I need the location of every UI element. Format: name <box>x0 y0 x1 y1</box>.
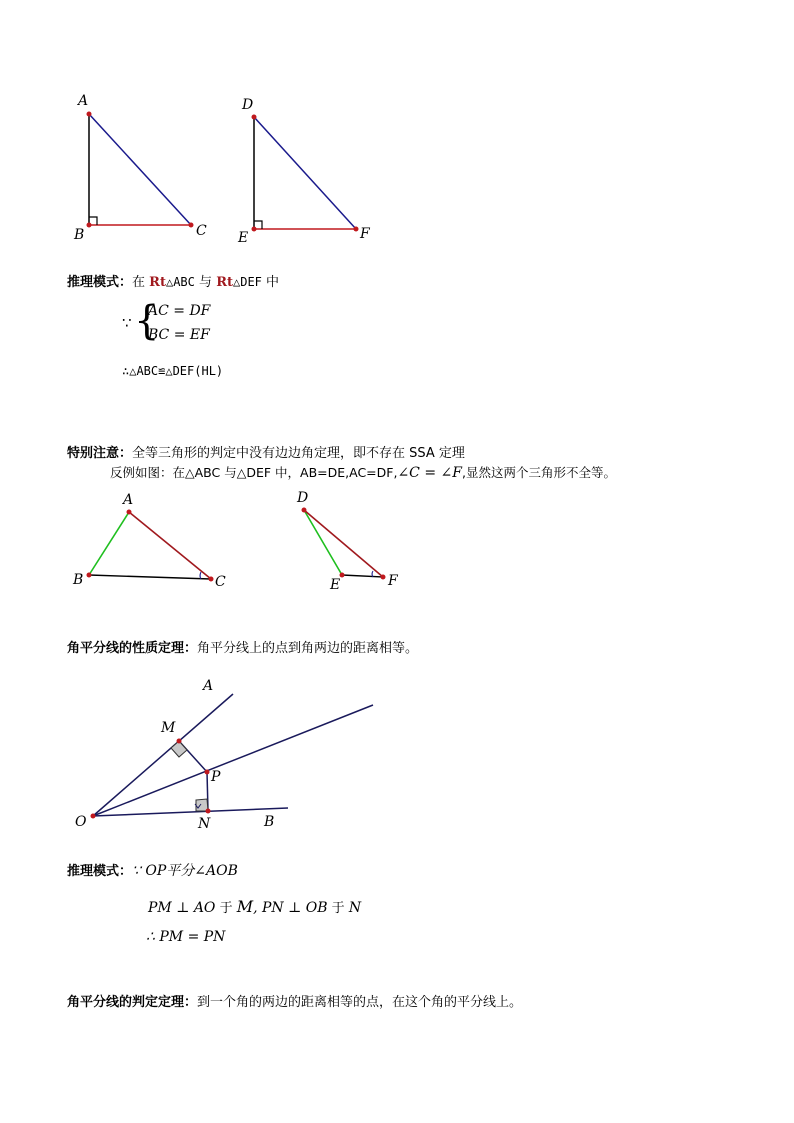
counterexample-line <box>110 463 616 481</box>
counterexample-angle: ∠C = ∠F <box>397 465 462 481</box>
figure-right-triangles <box>60 90 400 250</box>
hl-conclusion: ∴△ABC≌△DEF(HL) <box>122 364 224 378</box>
point-b <box>87 223 92 228</box>
point-c <box>189 223 194 228</box>
segment-ef-2 <box>342 575 383 577</box>
label-d: D <box>242 97 254 113</box>
hl-in: 在 <box>132 275 146 290</box>
note-text: 全等三角形的判定中没有边边角定理，即不存在 SSA 定理 <box>132 446 465 461</box>
point-b-2 <box>87 573 92 578</box>
label-c: C <box>196 223 207 239</box>
hl-tri1: △ABC <box>165 275 195 289</box>
hl-and: 与 <box>199 275 213 290</box>
figure-angle-bisector <box>65 670 385 840</box>
segment-ac-2 <box>129 512 211 579</box>
hl-equation-2: BC = EF <box>148 327 210 343</box>
point-n-text: N <box>348 900 362 916</box>
bisector-reasoning-given: ∵ OP平分∠AOB <box>132 863 238 879</box>
segment-ab-2 <box>89 512 129 575</box>
label-a-2: A <box>123 492 134 508</box>
hl-because-symbol: ∵ <box>122 314 132 332</box>
label-f: F <box>360 226 370 242</box>
label-n: N <box>198 816 211 832</box>
segment-df-2 <box>304 510 383 577</box>
point-f-2 <box>381 575 386 580</box>
hl-rt2: Rt <box>216 275 233 290</box>
right-angle-mark-n <box>196 799 208 811</box>
label-e: E <box>238 230 249 246</box>
converse-title: 角平分线的判定定理： <box>67 995 198 1010</box>
note-line <box>67 442 465 461</box>
point-o <box>91 814 96 819</box>
converse-text: 到一个角的两边的距离相等的点，在这个角的平分线上。 <box>197 995 523 1010</box>
bisector-reasoning-title: 推理模式： <box>67 864 133 879</box>
yu-2: 于 <box>331 901 345 916</box>
counterexample-suffix: ,显然这两个三角形不全等。 <box>461 465 616 480</box>
point-d-2 <box>302 508 307 513</box>
counterexample-prefix: 反例如图：在△ABC 与△DEF 中，AB=DE,AC=DF, <box>110 465 398 480</box>
ray-op <box>93 705 373 816</box>
label-c-2: C <box>215 574 226 590</box>
bisector-reasoning-line1 <box>67 860 238 880</box>
pm-perp-ao: PM ⊥ AO <box>148 900 216 916</box>
hl-tri2: △DEF <box>233 275 262 289</box>
point-m <box>177 739 182 744</box>
point-e-2 <box>340 573 345 578</box>
yu-1: 于 <box>219 901 233 916</box>
bisector-reasoning-line2 <box>148 897 361 916</box>
label-e-2: E <box>330 577 341 593</box>
point-n <box>206 809 211 814</box>
point-f <box>354 227 359 232</box>
label-d-2: D <box>297 490 309 506</box>
point-e <box>252 227 257 232</box>
hl-equation-1: AC = DF <box>148 303 211 319</box>
hl-brace: { <box>134 298 160 344</box>
label-f-2: F <box>388 573 398 589</box>
segment-bc-2 <box>89 575 211 579</box>
label-a: A <box>78 93 89 109</box>
point-p <box>205 770 210 775</box>
label-b: B <box>74 227 85 243</box>
segment-df <box>254 117 356 229</box>
point-c-2 <box>209 577 214 582</box>
figure-ssa-counterexample <box>65 488 415 598</box>
property-line <box>67 637 418 656</box>
note-title: 特别注意： <box>67 446 133 461</box>
point-m-text: M <box>236 897 254 916</box>
hl-title: 推理模式： <box>67 275 133 290</box>
segment-de-2 <box>304 510 342 575</box>
point-a <box>87 112 92 117</box>
ray-oa <box>93 694 233 816</box>
bisector-reasoning-conclusion: ∴ PM = PN <box>146 929 226 945</box>
point-d <box>252 115 257 120</box>
label-b-3: B <box>264 814 275 830</box>
label-m: M <box>161 720 176 736</box>
angle-mark-f <box>372 571 373 577</box>
angle-mark-c <box>200 572 201 579</box>
pn-perp-ob: , PN ⊥ OB <box>253 900 328 916</box>
property-title: 角平分线的性质定理： <box>67 641 198 656</box>
property-text: 角平分线上的点到角两边的距离相等。 <box>197 641 419 656</box>
ray-ob <box>93 808 288 816</box>
hl-middle: 中 <box>266 275 280 290</box>
label-a-3: A <box>203 678 214 694</box>
label-b-2: B <box>73 572 84 588</box>
converse-line <box>67 991 522 1010</box>
label-p: P <box>211 769 221 785</box>
segment-ac <box>89 114 191 225</box>
hl-rt1: Rt <box>149 275 166 290</box>
point-a-2 <box>127 510 132 515</box>
hl-reasoning-line <box>67 271 279 290</box>
label-o: O <box>75 814 87 830</box>
